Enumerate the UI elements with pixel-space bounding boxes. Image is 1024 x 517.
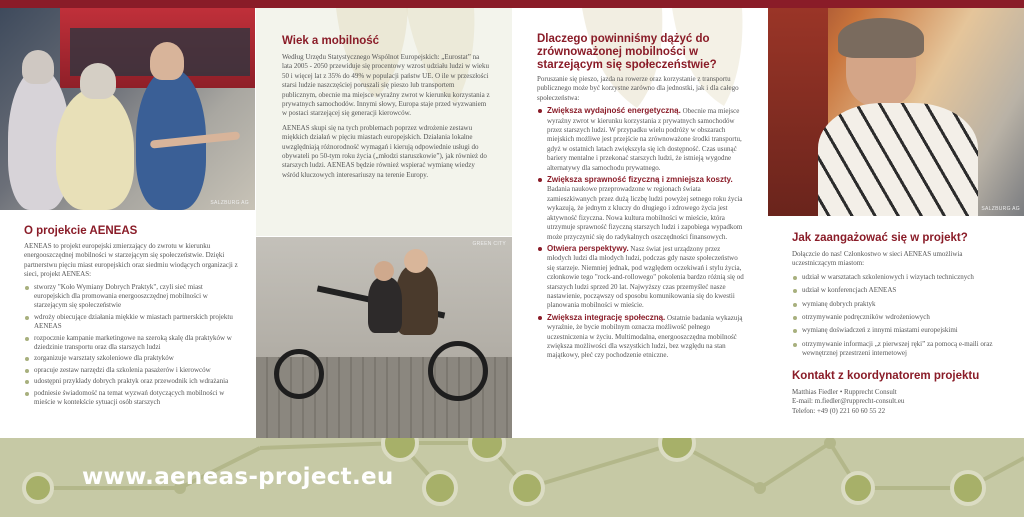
- hair-shape: [838, 18, 924, 58]
- contact-name: Matthias Fiedler • Rupprecht Consult: [792, 388, 897, 396]
- section-title-zaangazowac: Jak zaangażować się w projekt?: [792, 232, 968, 244]
- projekt-list: [24, 283, 239, 408]
- contact-phone: Telefon: +49 (0) 221 60 60 55 22: [792, 406, 886, 415]
- project-website-link[interactable]: www.aeneas-project.eu: [82, 464, 394, 490]
- section-body-zaangazowac: [792, 250, 1002, 361]
- paragraph: Poruszanie się pieszo, jazda na rowerze oraz korzystanie z transportu publicznego może być korzystne zarówno dla jednostki, jak i dla całego społeczeństwa:: [537, 75, 739, 102]
- person-shape: [150, 42, 184, 80]
- list-item-text: Ostatnie badania wykazują wyraźnie, że bycie mobilnym oznacza możliwość pełnego uczestniczenia w życiu. Multimodalna, energooszczędna mobilność zwiększa możliwości dla wszystkich ludzi, bez względu na stan majątkowy, płeć czy pochodzenie etniczne.: [547, 313, 743, 360]
- rider-head-shape: [404, 249, 428, 273]
- rider-shape: [368, 277, 402, 333]
- section-title-kontakt: Kontakt z koordynatorem projektu: [792, 370, 980, 382]
- section-title-dlaczego: Dlaczego powinniśmy dążyć do zrównoważonej mobilności w starzejącym się społeczeństwie?: [537, 33, 717, 71]
- section-title-wiek: Wiek a mobilność: [282, 35, 380, 47]
- list-item: rozpocznie kampanie marketingowe na szeroką skalę dla praktyków w dziedzinie transportu oraz dla starszych ludzi: [24, 334, 239, 353]
- list-item: udostępni przykłady dobrych praktyk oraz przewodnik ich wdrażania: [24, 377, 239, 386]
- list-item: udział w warsztatach szkoleniowych i wizytach technicznych: [792, 273, 1002, 282]
- list-item: zorganizuje warsztaty szkoleniowe dla praktyków: [24, 354, 239, 363]
- photo-senior-woman-bus: [768, 8, 1024, 216]
- top-accent-bar: [0, 0, 1024, 8]
- list-item: podniesie świadomość na temat wyzwań dotyczących mobilności w mieście w kontekście sytuacji osób starszych: [24, 389, 239, 408]
- list-item-text: Obecnie ma miejsce wyraźny zwrot w kierunku korzystania z prywatnych samochodów przez starszych ludzi. W przypadku wielu podróży w obszarach miejskich możliwe jest przejście na zrównoważone środki transportu, gdyż w ostatnich latach zwiększyła się ich dostępność. Czas usunąć bariery mentalne i przekonać starszych ludzi, że istnieją wygodne alternatywy dla samochodu prywatnego.: [547, 107, 742, 172]
- section-body-projekt: [24, 242, 239, 410]
- paragraph: AENEAS to projekt europejski zmierzający do zwrotu w kierunku energooszczędnej mobilności w starzejącym się społeczeństwie. Dzięki partnerstwu pięciu miast europejskich oraz siedmiu wiodących organizacji z sieci, projekt AENEAS:: [24, 242, 238, 279]
- list-item-heading: Zwiększa integrację społeczną.: [547, 312, 666, 322]
- list-item: [537, 244, 744, 311]
- paragraph: AENEAS skupi się na tych problemach poprzez wdrożenie zestawu miękkich działań w pięciu miastach europejskich. Działania lokalne uwzględniają różnorodność wymagań i kierują odpowiednie usługi do obywateli po 50-tym roku życia („młodzi staruszkowie”), jak również do starszych ludzi. AENEAS będzie również wspierać wymianę wiedzy wśród kluczowych interesariuszy na terenie Europy.: [282, 123, 487, 179]
- list-item-heading: Otwiera perspektywy.: [547, 243, 629, 253]
- contact-block: [792, 388, 1002, 416]
- photo-credit: SALZBURG AG: [210, 200, 249, 206]
- photo-seniors-tricycle: [256, 237, 512, 438]
- list-item-heading: Zwiększa sprawność fizyczną i zmniejsza koszty.: [547, 175, 733, 185]
- wheel-shape: [274, 349, 324, 399]
- list-item: [537, 106, 744, 173]
- section-body-wiek: [282, 53, 490, 182]
- list-item: stworzy "Koło Wymiany Dobrych Praktyk", czyli sieć miast europejskich dla promowania energooszczędnej mobilności w starzejącym się społeczeństwie: [24, 283, 239, 311]
- section-title-projekt: O projekcie AENEAS: [24, 225, 138, 237]
- person-shape: [22, 50, 54, 84]
- person-shape: [80, 63, 116, 99]
- paragraph: Dołączcie do nas! Członkostwo w sieci AENEAS umożliwia uczestniczącym miastom:: [792, 250, 963, 268]
- wheel-shape: [428, 341, 488, 401]
- list-item: [537, 175, 744, 242]
- footer-band: [0, 438, 1024, 517]
- list-item: otrzymywanie informacji „z pierwszej ręki” za pomocą e-maili oraz wewnętrznej przestrzeni internetowej: [792, 340, 1002, 359]
- list-item-text: Nasz świat jest urządzony przez młodych ludzi dla młodych ludzi, podczas gdy nasze społeczeństwo się starzeje. Niemniej jednak, pod względem oczekiwań i stylu życia, członkowie tego "rock-and-rollowego" pokolenia bardzo różnią się od starszych ludzi sprzed 20 lat. Najwyższy czas przemyśleć nasze nastawienie, począwszy od sposobu komunikowania się do kwestii planowania mobilności w mieście.: [547, 244, 744, 310]
- rider-head-shape: [374, 261, 394, 281]
- dlaczego-list: [537, 106, 744, 361]
- list-item: wdroży obiecujące działania miękkie w miastach partnerskich projektu AENEAS: [24, 313, 239, 332]
- patterned-shirt-shape: [818, 103, 978, 216]
- list-item: otrzymywanie podręczników wdrożeniowych: [792, 313, 1002, 322]
- person-shape: [56, 88, 134, 210]
- list-item-heading: Zwiększa wydajność energetyczną.: [547, 106, 681, 116]
- section-body-dlaczego: [537, 75, 744, 363]
- list-item: wymianę doświadczeń z innymi miastami europejskimi: [792, 326, 1002, 335]
- list-item: [537, 313, 744, 361]
- list-item: wymianę dobrych praktyk: [792, 300, 1002, 309]
- rider-shape: [396, 265, 438, 335]
- contact-email[interactable]: E-mail: m.fiedler@rupprecht-consult.eu: [792, 397, 905, 406]
- paragraph: Według Urzędu Statystycznego Wspólnot Europejskich: „Eurostat” na lata 2005 - 2050 przewiduje się procentowy wzrost udziału ludzi w wieku 50 i więcej lat z 35% do 49% w populacji państw UE. O ile w przeszłości starsi ludzie naszczęściej poruszali się pieszo lub transportem publicznym, obecnie ma miejsce wyraźny zwrot w kierunku korzystania z prywatnych samochodów. Innymi słowy, Europa staje przed wyzwaniem w postaci starzejącej się generacji kierowców.: [282, 53, 490, 118]
- zaangazowac-list: [792, 273, 1002, 359]
- list-item: udział w konferencjach AENEAS: [792, 286, 1002, 295]
- photo-seniors-bus-stop: [0, 8, 255, 210]
- list-item: opracuje zestaw narzędzi dla szkolenia pasażerów i kierowców: [24, 366, 239, 375]
- list-item-text: Badania naukowe przeprowadzone w regionach świata zamieszkiwanych przez dużą liczbę ludzi powyżej setnego roku życia wykazują, że jednym z kluczy do długiego i zdrowego życia jest aktywność fizyczna. Nowa kultura mobilności w mieście, która utrzymuje sprawność fizyczną starszych ludzi i zapobiega wypadkom może przyczynić się do radykalnych oszczędności finansowych.: [547, 185, 743, 241]
- photo-credit: SALZBURG AG: [981, 206, 1020, 212]
- photo-credit: GREEN CITY: [472, 241, 506, 247]
